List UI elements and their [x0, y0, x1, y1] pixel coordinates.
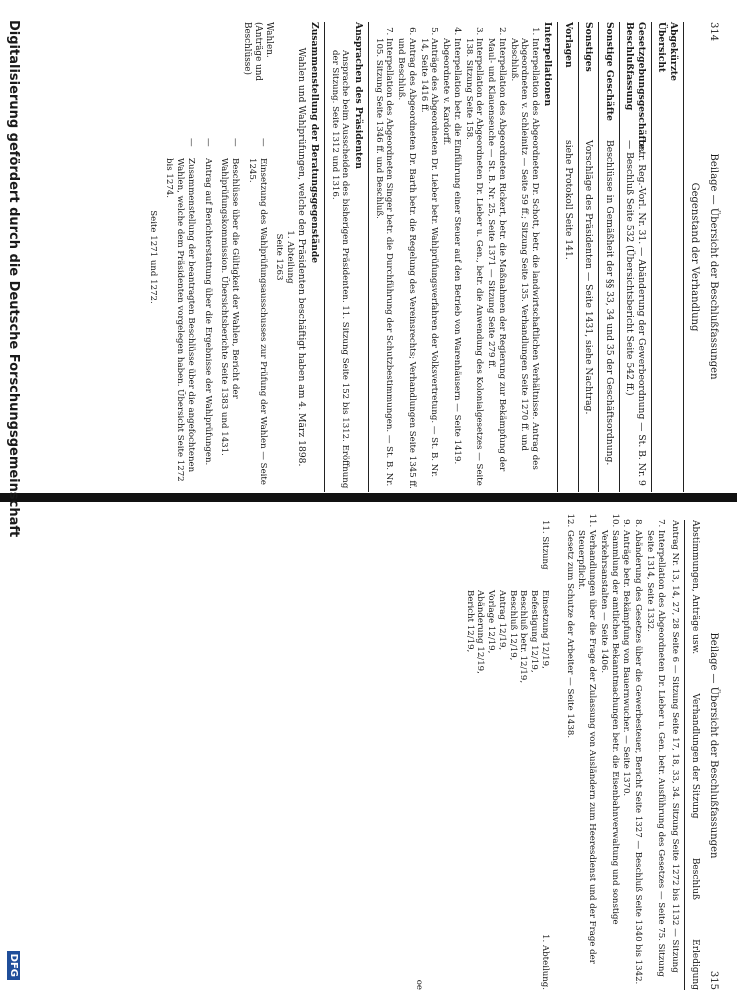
list-item: 7. Interpellation des Abgeordneten Dr. Lieber u. Gen. betr. Ausführung des Gesetzes — Seite 75. Sitzung Seite 1314, Seite 1332.: [644, 530, 665, 990]
result-line: Einsetzung 12/19,: [539, 590, 550, 669]
left-header: [707, 22, 720, 492]
result-line: Befestigung 12/19,: [529, 590, 540, 673]
row-label: Gesetzgebungsgeschäfte. Beschlußfassung: [624, 22, 647, 153]
footer-text: Digitalisierung gefördert durch die Deutsche Forschungsgemeinschaft: [6, 20, 22, 538]
election-block: [158, 22, 274, 492]
election-items: [158, 98, 274, 492]
list-item: 2. Interpellation des Abgeordneten Rickert, betr. die Maßnahmen der Regierung zur Bekämpfung der Maul- und Klauenseuche — St. B. Nr. 25, Seite 1371 — Sitzung Seite 279 ff.: [485, 38, 506, 492]
list-item: 9. Anträge betr. Bekämpfung von Bauernwucher. — Seite 1370.: [621, 530, 632, 990]
result-line: Abänderung 12/19,: [475, 590, 486, 674]
left-page: [29, 22, 719, 492]
rule: [558, 22, 559, 492]
row-value: [656, 140, 679, 492]
election-label: Wahlen. (Anträge und Beschlüsse): [241, 22, 274, 82]
row-label: Sonstiges: [583, 22, 595, 72]
list-item: 5. Anträge des Abgeordneten Dr. Lieber betr. Wahlprüfungsverfahren der Volksvertretung. — St. B. Nr. 14, Seite 1416 ff.: [418, 38, 439, 492]
result-line: Beschluß betr. 12/19,: [518, 590, 529, 684]
left-row: [624, 22, 647, 492]
row-label: Vorlagen: [563, 22, 574, 68]
rule: [683, 22, 684, 492]
results-block: [464, 520, 550, 990]
row-value: Vorschläge des Präsidenten — Seite 1431, siehe Nachtrag.: [583, 140, 595, 415]
interpellations-heading: Interpellationen: [542, 22, 554, 107]
left-row: [604, 22, 616, 492]
list-item: 8. Abänderung des Gesetzes über die Gewerbesteuer, Bericht Seite 1327 — Beschluß Seite 1340 bis 1342.: [632, 530, 643, 990]
secondary-sub: 1. Abteilung: [285, 230, 296, 284]
secondary-title: Zusammenstellung der Beratungsgegenstände: [309, 22, 321, 264]
list-item: 1. Interpellation des Abgeordneten Dr. Schott, betr. die landwirtschaftlichen Verhältnisse. Antrag des Abgeordneten v. Schleinitz — Seite 59 ff.; Sitzung Seite 135. Verhandlungen Seite 1270 ff. und Abschluß.: [508, 38, 540, 492]
election-item: — Beschlüsse über die Gültigkeit der Wahlen, Bericht der Wahlprüfungskommission. Übersichtsberichte Seite 1383 und 1431.: [219, 158, 240, 492]
dfg-logo: DFG: [8, 951, 21, 980]
left-row: [583, 22, 595, 492]
row-label: Abgekürzte Übersicht: [656, 22, 679, 82]
rule: [619, 22, 620, 492]
column-header: Verhandlungen der Sitzung: [690, 693, 701, 819]
results-col1: 11. Sitzung: [539, 520, 550, 570]
rule: [324, 22, 325, 492]
column-header: Erledigung: [690, 939, 701, 990]
interpellations-list: [373, 38, 540, 492]
list-item: 4. Interpellation betr. die Einführung einer Steuer auf den Betrieb von Warenhäusern — Seite 1419. Abgeordnete v. Kardorff.: [440, 38, 461, 492]
column-header: Beschluß: [690, 857, 701, 900]
result-line: Vorlage 12/19,: [486, 590, 497, 654]
left-footer-note: Seite 1271 und 1272.: [147, 210, 158, 304]
president-addresses-heading: Ansprachen des Präsidenten: [352, 22, 364, 169]
right-page-number: 315: [708, 970, 719, 990]
secondary-sub2: Seite 1263: [274, 233, 285, 281]
row-label: Sonstige Geschäfte: [604, 22, 615, 121]
election-item: — Einsetzung des Wahlprüfungsausschusses zur Prüfung der Wahlen — Seite 1245.: [246, 158, 267, 492]
secondary-heading: Wahlen und Wahlprüfungen, welche den Präsidenten beschäftigt haben am 4. März 1898.: [295, 47, 307, 467]
row-value: betr. Reg.-Vorl. Nr. 31. — Abänderung der Gewerbeordnung — St. B. Nr. 9 — Beschluß Seite 532 (Übersichtsbericht Seite 542 ff.): [624, 140, 647, 486]
rule: [578, 22, 579, 492]
left-rows: [558, 22, 680, 492]
right-column-headers: [689, 520, 700, 990]
right-page: [29, 520, 719, 990]
rule: [684, 520, 685, 990]
list-item: 7. Interpellation des Abgeordneten Singer betr. die Durchführung der Schutzbestimmungen. — St. B. Nr. 105. Sitzung Seite 1346 ff. und Beschluß.: [373, 38, 394, 492]
election-item: — Zusammenstellung der beantragten Beschlüsse über die angefochtenen Wahlen, welche dem Präsidenten vorgelegen haben. Übersicht Seite 1272 bis 1274.: [164, 158, 196, 492]
left-row: [656, 22, 679, 492]
president-address: Ansprache beim Ausscheiden des bisherigen Präsidenten. 11. Sitzung Seite 152 bis 1312. Eröffnung der Sitzung. Seite 1312 und 1316.: [329, 50, 351, 489]
left-page-number: 314: [708, 22, 719, 42]
folio-mark: oe: [414, 979, 425, 990]
results-col3: 1. Abteilung.: [539, 934, 550, 990]
list-item: 11. Verhandlungen über die Frage der Zulassung von Ausländern zum Heeresdienst und der Frage der Steuerpflicht.: [576, 530, 597, 990]
list-item: 10. Sammlung der amtlichen Bekanntmachungen betr. die Eisenbahnverwaltung und sonstige Verkehrsanstalten — Seite 1406.: [598, 530, 619, 990]
result-line: Beschluß 12/19,: [507, 590, 518, 661]
left-row: [563, 22, 575, 492]
list-item: 3. Interpellation der Abgeordneten Dr. Lieber u. Gen., betr. die Anwendung des Kolonialgesetzes — Seite 138. Sitzung Seite 158.: [463, 38, 484, 492]
list-item: 12. Gesetz zum Schutze der Arbeiter — Seite 1438.: [564, 530, 575, 990]
right-header-title: Beilage — Übersicht der Beschlußfassungen: [708, 632, 719, 859]
results-col2: [464, 590, 550, 900]
left-header-title: Beilage — Übersicht der Beschlußfassungen: [708, 153, 719, 380]
left-subheader: Gegenstand der Verhandlung: [689, 182, 701, 332]
rule: [368, 22, 369, 492]
rule: [651, 22, 652, 492]
result-line: Bericht 12/19,: [464, 590, 475, 653]
rule: [599, 22, 600, 492]
column-header: Abstimmungen, Anträge usw.: [690, 520, 701, 655]
right-header: [707, 520, 720, 990]
row-value: Beschlüsse in Gemäßheit der §§ 33, 34 und 35 der Geschäftsordnung.: [604, 140, 615, 466]
result-line: Antrag 12/19,: [496, 590, 507, 651]
digitization-footer: [3, 20, 25, 980]
right-list-intro: Antrag Nr. 13, 14, 27, 28 Seite 6 — Sitzung Seite 17, 18, 33, 34. Sitzung Seite 1272 bis 1132 — Sitzung: [670, 520, 681, 973]
right-list: [564, 530, 666, 990]
list-item: 6. Antrag des Abgeordneten Dr. Barth betr. die Regelung des Vereinsrechts; Verhandlungen Seite 1345 ff. und Beschluß.: [395, 38, 416, 492]
row-value: siehe Protokoll Seite 141.: [563, 140, 574, 260]
election-item: — Antrag auf Berichterstattung über die Ergebnisse der Wahlprüfungen.: [202, 158, 213, 492]
page-gutter: [0, 493, 737, 502]
